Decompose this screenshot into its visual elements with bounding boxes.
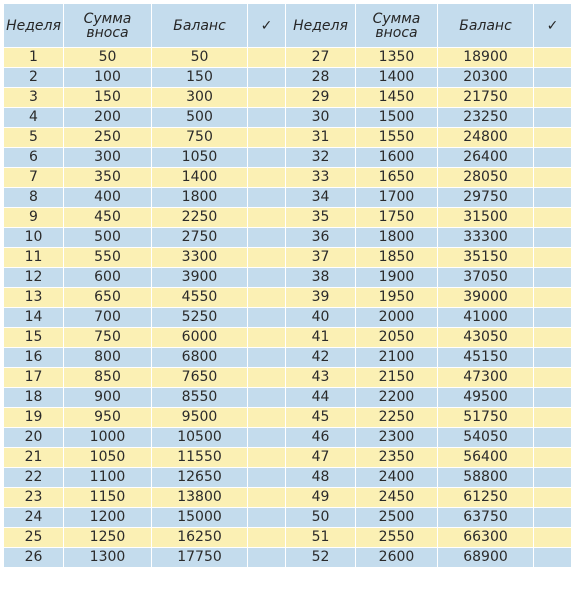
- cell-deposit-right: 1350: [356, 48, 438, 68]
- table-row: [4, 328, 572, 348]
- cell-balance-left: 5250: [152, 308, 248, 328]
- cell-balance-left: 6800: [152, 348, 248, 368]
- cell-week-right: 52: [286, 548, 356, 568]
- cell-week-left: 7: [4, 168, 64, 188]
- header-week-left: Неделя: [4, 4, 64, 48]
- cell-check-left[interactable]: [248, 408, 286, 428]
- cell-deposit-left: 550: [64, 248, 152, 268]
- cell-deposit-left: 1200: [64, 508, 152, 528]
- cell-check-left[interactable]: [248, 448, 286, 468]
- cell-week-right: 27: [286, 48, 356, 68]
- cell-deposit-right: 1550: [356, 128, 438, 148]
- cell-check-left[interactable]: [248, 208, 286, 228]
- cell-check-right[interactable]: [534, 348, 572, 368]
- cell-week-right: 31: [286, 128, 356, 148]
- cell-week-left: 11: [4, 248, 64, 268]
- cell-check-right[interactable]: [534, 68, 572, 88]
- cell-deposit-right: 1500: [356, 108, 438, 128]
- cell-week-left: 15: [4, 328, 64, 348]
- cell-week-right: 33: [286, 168, 356, 188]
- table-row: [4, 248, 572, 268]
- cell-week-right: 36: [286, 228, 356, 248]
- cell-balance-right: 56400: [438, 448, 534, 468]
- cell-check-right[interactable]: [534, 208, 572, 228]
- cell-balance-right: 26400: [438, 148, 534, 168]
- cell-deposit-left: 700: [64, 308, 152, 328]
- cell-deposit-left: 1150: [64, 488, 152, 508]
- table-row: [4, 128, 572, 148]
- cell-deposit-left: 950: [64, 408, 152, 428]
- cell-balance-right: 45150: [438, 348, 534, 368]
- cell-balance-left: 13800: [152, 488, 248, 508]
- checkmark-icon: ✓: [248, 4, 286, 48]
- cell-deposit-right: 1600: [356, 148, 438, 168]
- cell-week-right: 46: [286, 428, 356, 448]
- cell-week-right: 45: [286, 408, 356, 428]
- cell-week-left: 22: [4, 468, 64, 488]
- table-row: [4, 308, 572, 328]
- cell-week-right: 42: [286, 348, 356, 368]
- cell-balance-left: 1400: [152, 168, 248, 188]
- cell-balance-right: 18900: [438, 48, 534, 68]
- cell-balance-right: 51750: [438, 408, 534, 428]
- cell-check-left[interactable]: [248, 548, 286, 568]
- cell-check-left[interactable]: [248, 128, 286, 148]
- cell-balance-left: 16250: [152, 528, 248, 548]
- cell-balance-left: 2750: [152, 228, 248, 248]
- cell-balance-left: 9500: [152, 408, 248, 428]
- header-deposit-line2: вноса: [375, 24, 418, 41]
- cell-deposit-right: 1800: [356, 228, 438, 248]
- cell-week-right: 32: [286, 148, 356, 168]
- cell-deposit-right: 2000: [356, 308, 438, 328]
- cell-balance-right: 37050: [438, 268, 534, 288]
- cell-deposit-left: 900: [64, 388, 152, 408]
- cell-deposit-right: 1450: [356, 88, 438, 108]
- cell-deposit-right: 1750: [356, 208, 438, 228]
- cell-balance-right: 24800: [438, 128, 534, 148]
- header-deposit-line1: Сумма: [372, 10, 421, 27]
- cell-check-right[interactable]: [534, 488, 572, 508]
- cell-week-right: 51: [286, 528, 356, 548]
- cell-balance-right: 43050: [438, 328, 534, 348]
- cell-week-left: 25: [4, 528, 64, 548]
- cell-deposit-left: 100: [64, 68, 152, 88]
- cell-check-right[interactable]: [534, 388, 572, 408]
- cell-check-right[interactable]: [534, 248, 572, 268]
- cell-balance-left: 2250: [152, 208, 248, 228]
- header-row: [4, 4, 572, 48]
- cell-week-left: 12: [4, 268, 64, 288]
- cell-week-left: 16: [4, 348, 64, 368]
- cell-deposit-right: 1950: [356, 288, 438, 308]
- cell-balance-left: 10500: [152, 428, 248, 448]
- cell-balance-left: 300: [152, 88, 248, 108]
- cell-deposit-left: 400: [64, 188, 152, 208]
- cell-balance-left: 750: [152, 128, 248, 148]
- cell-check-left[interactable]: [248, 328, 286, 348]
- cell-week-left: 26: [4, 548, 64, 568]
- cell-week-right: 40: [286, 308, 356, 328]
- header-deposit-right: [356, 4, 438, 48]
- cell-week-left: 2: [4, 68, 64, 88]
- table-row: [4, 208, 572, 228]
- cell-week-right: 29: [286, 88, 356, 108]
- cell-balance-left: 3300: [152, 248, 248, 268]
- cell-balance-right: 58800: [438, 468, 534, 488]
- cell-balance-left: 3900: [152, 268, 248, 288]
- cell-balance-left: 1050: [152, 148, 248, 168]
- table-row: [4, 548, 572, 568]
- cell-check-right[interactable]: [534, 288, 572, 308]
- cell-balance-left: 7650: [152, 368, 248, 388]
- cell-check-right[interactable]: [534, 368, 572, 388]
- cell-deposit-left: 150: [64, 88, 152, 108]
- cell-deposit-right: 2050: [356, 328, 438, 348]
- table-row: [4, 168, 572, 188]
- cell-deposit-right: 1700: [356, 188, 438, 208]
- cell-deposit-right: 2550: [356, 528, 438, 548]
- cell-balance-left: 11550: [152, 448, 248, 468]
- cell-week-left: 4: [4, 108, 64, 128]
- cell-week-right: 49: [286, 488, 356, 508]
- cell-balance-right: 61250: [438, 488, 534, 508]
- cell-deposit-left: 500: [64, 228, 152, 248]
- cell-deposit-left: 850: [64, 368, 152, 388]
- cell-week-right: 43: [286, 368, 356, 388]
- table-row: [4, 288, 572, 308]
- cell-balance-left: 6000: [152, 328, 248, 348]
- table-row: [4, 268, 572, 288]
- cell-deposit-left: 750: [64, 328, 152, 348]
- cell-check-right[interactable]: [534, 168, 572, 188]
- cell-week-left: 13: [4, 288, 64, 308]
- cell-check-left[interactable]: [248, 268, 286, 288]
- cell-week-right: 47: [286, 448, 356, 468]
- cell-week-left: 9: [4, 208, 64, 228]
- cell-check-right[interactable]: [534, 528, 572, 548]
- cell-check-right[interactable]: [534, 468, 572, 488]
- cell-check-left[interactable]: [248, 528, 286, 548]
- cell-week-right: 35: [286, 208, 356, 228]
- cell-week-left: 3: [4, 88, 64, 108]
- cell-deposit-right: 1650: [356, 168, 438, 188]
- cell-week-left: 21: [4, 448, 64, 468]
- table-row: [4, 228, 572, 248]
- cell-check-left[interactable]: [248, 88, 286, 108]
- cell-balance-left: 17750: [152, 548, 248, 568]
- cell-deposit-left: 650: [64, 288, 152, 308]
- cell-check-right[interactable]: [534, 328, 572, 348]
- cell-deposit-right: 2250: [356, 408, 438, 428]
- cell-week-left: 23: [4, 488, 64, 508]
- cell-balance-right: 31500: [438, 208, 534, 228]
- table-row: [4, 48, 572, 68]
- cell-deposit-left: 1300: [64, 548, 152, 568]
- cell-week-right: 39: [286, 288, 356, 308]
- cell-deposit-right: 2150: [356, 368, 438, 388]
- cell-balance-left: 500: [152, 108, 248, 128]
- cell-check-left[interactable]: [248, 388, 286, 408]
- cell-check-right[interactable]: [534, 508, 572, 528]
- cell-check-left[interactable]: [248, 508, 286, 528]
- cell-deposit-left: 800: [64, 348, 152, 368]
- cell-balance-right: 21750: [438, 88, 534, 108]
- cell-check-left[interactable]: [248, 228, 286, 248]
- cell-deposit-right: 2200: [356, 388, 438, 408]
- cell-check-left[interactable]: [248, 488, 286, 508]
- cell-deposit-left: 450: [64, 208, 152, 228]
- cell-week-left: 18: [4, 388, 64, 408]
- cell-week-left: 24: [4, 508, 64, 528]
- cell-deposit-left: 600: [64, 268, 152, 288]
- header-deposit-line2: вноса: [86, 24, 129, 41]
- cell-deposit-left: 1250: [64, 528, 152, 548]
- cell-deposit-left: 1000: [64, 428, 152, 448]
- cell-balance-right: 47300: [438, 368, 534, 388]
- cell-balance-left: 50: [152, 48, 248, 68]
- cell-check-right[interactable]: [534, 88, 572, 108]
- cell-week-left: 14: [4, 308, 64, 328]
- cell-deposit-left: 300: [64, 148, 152, 168]
- cell-check-right[interactable]: [534, 548, 572, 568]
- cell-week-right: 50: [286, 508, 356, 528]
- cell-deposit-right: 2350: [356, 448, 438, 468]
- cell-check-right[interactable]: [534, 108, 572, 128]
- cell-deposit-right: 1400: [356, 68, 438, 88]
- cell-balance-right: 68900: [438, 548, 534, 568]
- table-row: [4, 528, 572, 548]
- cell-week-left: 5: [4, 128, 64, 148]
- cell-balance-right: 20300: [438, 68, 534, 88]
- cell-check-right[interactable]: [534, 428, 572, 448]
- cell-check-left[interactable]: [248, 248, 286, 268]
- table-row: [4, 68, 572, 88]
- cell-week-right: 38: [286, 268, 356, 288]
- cell-check-right[interactable]: [534, 408, 572, 428]
- cell-balance-left: 15000: [152, 508, 248, 528]
- cell-deposit-left: 1050: [64, 448, 152, 468]
- cell-balance-left: 12650: [152, 468, 248, 488]
- cell-balance-right: 49500: [438, 388, 534, 408]
- cell-check-left[interactable]: [248, 148, 286, 168]
- cell-balance-right: 39000: [438, 288, 534, 308]
- header-balance-left: Баланс: [152, 4, 248, 48]
- cell-check-left[interactable]: [248, 468, 286, 488]
- cell-week-left: 10: [4, 228, 64, 248]
- table-row: [4, 388, 572, 408]
- cell-check-left[interactable]: [248, 348, 286, 368]
- header-deposit-left: [64, 4, 152, 48]
- cell-check-right[interactable]: [534, 128, 572, 148]
- cell-deposit-right: 2400: [356, 468, 438, 488]
- cell-week-left: 20: [4, 428, 64, 448]
- cell-week-right: 44: [286, 388, 356, 408]
- table-row: [4, 448, 572, 468]
- cell-balance-right: 35150: [438, 248, 534, 268]
- cell-week-right: 37: [286, 248, 356, 268]
- cell-check-right[interactable]: [534, 308, 572, 328]
- cell-balance-left: 150: [152, 68, 248, 88]
- cell-deposit-left: 50: [64, 48, 152, 68]
- cell-check-left[interactable]: [248, 308, 286, 328]
- cell-check-left[interactable]: [248, 108, 286, 128]
- table-row: [4, 428, 572, 448]
- cell-check-left[interactable]: [248, 188, 286, 208]
- table-row: [4, 108, 572, 128]
- cell-week-left: 17: [4, 368, 64, 388]
- cell-deposit-left: 250: [64, 128, 152, 148]
- cell-check-right[interactable]: [534, 268, 572, 288]
- cell-balance-right: 41000: [438, 308, 534, 328]
- cell-deposit-left: 200: [64, 108, 152, 128]
- table-row: [4, 468, 572, 488]
- header-week-right: Неделя: [286, 4, 356, 48]
- cell-check-left[interactable]: [248, 48, 286, 68]
- cell-check-left[interactable]: [248, 428, 286, 448]
- header-deposit-line1: Сумма: [83, 10, 132, 27]
- cell-balance-right: 63750: [438, 508, 534, 528]
- cell-check-left[interactable]: [248, 168, 286, 188]
- cell-deposit-right: 2600: [356, 548, 438, 568]
- cell-balance-left: 8550: [152, 388, 248, 408]
- cell-balance-right: 29750: [438, 188, 534, 208]
- cell-deposit-left: 350: [64, 168, 152, 188]
- cell-deposit-right: 2300: [356, 428, 438, 448]
- cell-deposit-right: 2500: [356, 508, 438, 528]
- savings-table: [3, 3, 572, 568]
- cell-week-left: 8: [4, 188, 64, 208]
- cell-deposit-right: 1850: [356, 248, 438, 268]
- cell-deposit-right: 1900: [356, 268, 438, 288]
- cell-week-right: 41: [286, 328, 356, 348]
- table-row: [4, 488, 572, 508]
- cell-balance-right: 33300: [438, 228, 534, 248]
- cell-week-right: 34: [286, 188, 356, 208]
- cell-check-right[interactable]: [534, 148, 572, 168]
- cell-balance-right: 23250: [438, 108, 534, 128]
- cell-balance-left: 1800: [152, 188, 248, 208]
- cell-check-left[interactable]: [248, 68, 286, 88]
- cell-deposit-left: 1100: [64, 468, 152, 488]
- cell-check-left[interactable]: [248, 288, 286, 308]
- cell-week-right: 28: [286, 68, 356, 88]
- checkmark-icon: ✓: [534, 4, 572, 48]
- table-row: [4, 148, 572, 168]
- cell-deposit-right: 2450: [356, 488, 438, 508]
- cell-balance-right: 28050: [438, 168, 534, 188]
- cell-deposit-right: 2100: [356, 348, 438, 368]
- cell-week-right: 48: [286, 468, 356, 488]
- cell-check-right[interactable]: [534, 188, 572, 208]
- table-row: [4, 508, 572, 528]
- table-row: [4, 348, 572, 368]
- table-row: [4, 368, 572, 388]
- cell-week-left: 6: [4, 148, 64, 168]
- table-row: [4, 88, 572, 108]
- cell-balance-right: 54050: [438, 428, 534, 448]
- table-body: [4, 48, 572, 568]
- cell-week-left: 1: [4, 48, 64, 68]
- cell-week-right: 30: [286, 108, 356, 128]
- table-row: [4, 188, 572, 208]
- cell-check-right[interactable]: [534, 228, 572, 248]
- header-balance-right: Баланс: [438, 4, 534, 48]
- cell-week-left: 19: [4, 408, 64, 428]
- cell-check-left[interactable]: [248, 368, 286, 388]
- table-row: [4, 408, 572, 428]
- cell-balance-left: 4550: [152, 288, 248, 308]
- cell-balance-right: 66300: [438, 528, 534, 548]
- cell-check-right[interactable]: [534, 448, 572, 468]
- cell-check-right[interactable]: [534, 48, 572, 68]
